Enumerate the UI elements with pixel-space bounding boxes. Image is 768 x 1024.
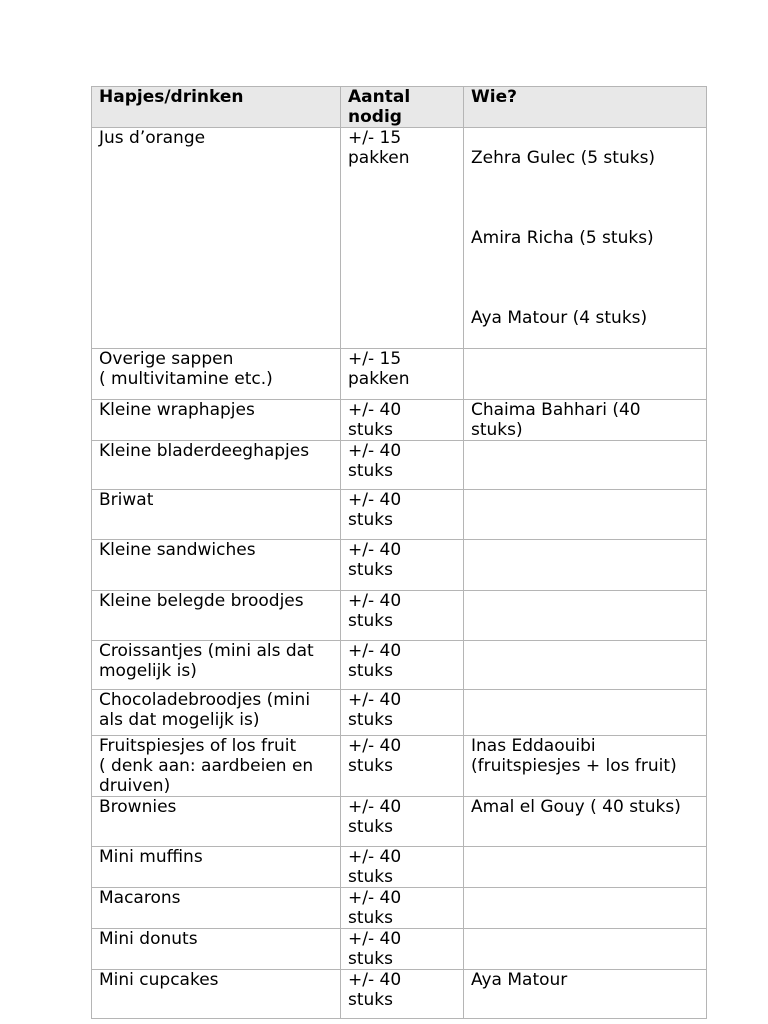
- table-row: [92, 490, 707, 540]
- amount-cell: +/- 40 stuks: [341, 970, 464, 1019]
- header-row: [92, 87, 707, 128]
- table-row: [92, 736, 707, 797]
- amount-cell: +/- 15 pakken: [341, 128, 464, 349]
- item-cell: Mini muffins: [92, 847, 341, 888]
- who-cell: Aya Matour: [464, 970, 707, 1019]
- amount-cell: +/- 40 stuks: [341, 929, 464, 970]
- table-body: [92, 128, 707, 1019]
- line-spacer: [471, 268, 700, 288]
- amount-cell: +/- 40 stuks: [341, 490, 464, 540]
- who-cell: [464, 690, 707, 736]
- table-row: [92, 441, 707, 490]
- who-cell: Amal el Gouy ( 40 stuks): [464, 797, 707, 847]
- line-spacer: [471, 188, 700, 208]
- who-cell: Chaima Bahhari (40 stuks): [464, 400, 707, 441]
- item-cell: Kleine bladerdeeghapjes: [92, 441, 341, 490]
- item-cell: Croissantjes (mini als dat mogelijk is): [92, 641, 341, 690]
- table-row: [92, 929, 707, 970]
- item-cell: Macarons: [92, 888, 341, 929]
- who-cell: [464, 591, 707, 641]
- table-row: [92, 847, 707, 888]
- table-row: [92, 888, 707, 929]
- amount-cell: +/- 40 stuks: [341, 441, 464, 490]
- item-cell: Overige sappen ( multivitamine etc.): [92, 349, 341, 400]
- amount-cell: +/- 40 stuks: [341, 736, 464, 797]
- who-cell: [464, 540, 707, 591]
- table-row: [92, 128, 707, 349]
- item-cell: Kleine belegde broodjes: [92, 591, 341, 641]
- table-row: [92, 797, 707, 847]
- table-row: [92, 641, 707, 690]
- table-row: [92, 690, 707, 736]
- amount-cell: +/- 40 stuks: [341, 641, 464, 690]
- amount-cell: +/- 40 stuks: [341, 400, 464, 441]
- item-cell: Jus d’orange: [92, 128, 341, 349]
- item-cell: Mini donuts: [92, 929, 341, 970]
- table-row: [92, 591, 707, 641]
- item-cell: Briwat: [92, 490, 341, 540]
- header-amount: Aantal nodig: [341, 87, 464, 128]
- table-row: [92, 400, 707, 441]
- signup-table: [91, 86, 707, 1019]
- who-cell: [464, 888, 707, 929]
- who-line: Zehra Gulec (5 stuks): [471, 148, 656, 168]
- amount-cell: +/- 40 stuks: [341, 540, 464, 591]
- header-item: Hapjes/drinken: [92, 87, 341, 128]
- who-cell: [464, 349, 707, 400]
- item-cell: Chocoladebroodjes (mini als dat mogelijk is): [92, 690, 341, 736]
- who-cell: [464, 929, 707, 970]
- who-cell: Inas Eddaouibi (fruitspiesjes + los fruit): [464, 736, 707, 797]
- item-cell: Kleine sandwiches: [92, 540, 341, 591]
- item-cell: Kleine wraphapjes: [92, 400, 341, 441]
- table-row: [92, 970, 707, 1019]
- who-line: Aya Matour (4 stuks): [471, 308, 648, 328]
- item-cell: Mini cupcakes: [92, 970, 341, 1019]
- who-line: Amira Richa (5 stuks): [471, 228, 654, 248]
- who-cell: [464, 847, 707, 888]
- who-cell: [464, 490, 707, 540]
- item-cell: Fruitspiesjes of los fruit ( denk aan: aardbeien en druiven): [92, 736, 341, 797]
- who-cell: [464, 128, 707, 349]
- amount-cell: +/- 40 stuks: [341, 591, 464, 641]
- amount-cell: +/- 40 stuks: [341, 847, 464, 888]
- amount-cell: +/- 40 stuks: [341, 797, 464, 847]
- table-row: [92, 540, 707, 591]
- amount-cell: +/- 15 pakken: [341, 349, 464, 400]
- who-cell: [464, 441, 707, 490]
- amount-cell: +/- 40 stuks: [341, 888, 464, 929]
- table-row: [92, 349, 707, 400]
- amount-cell: +/- 40 stuks: [341, 690, 464, 736]
- item-cell: Brownies: [92, 797, 341, 847]
- table-header: [92, 87, 707, 128]
- who-cell: [464, 641, 707, 690]
- header-who: Wie?: [464, 87, 707, 128]
